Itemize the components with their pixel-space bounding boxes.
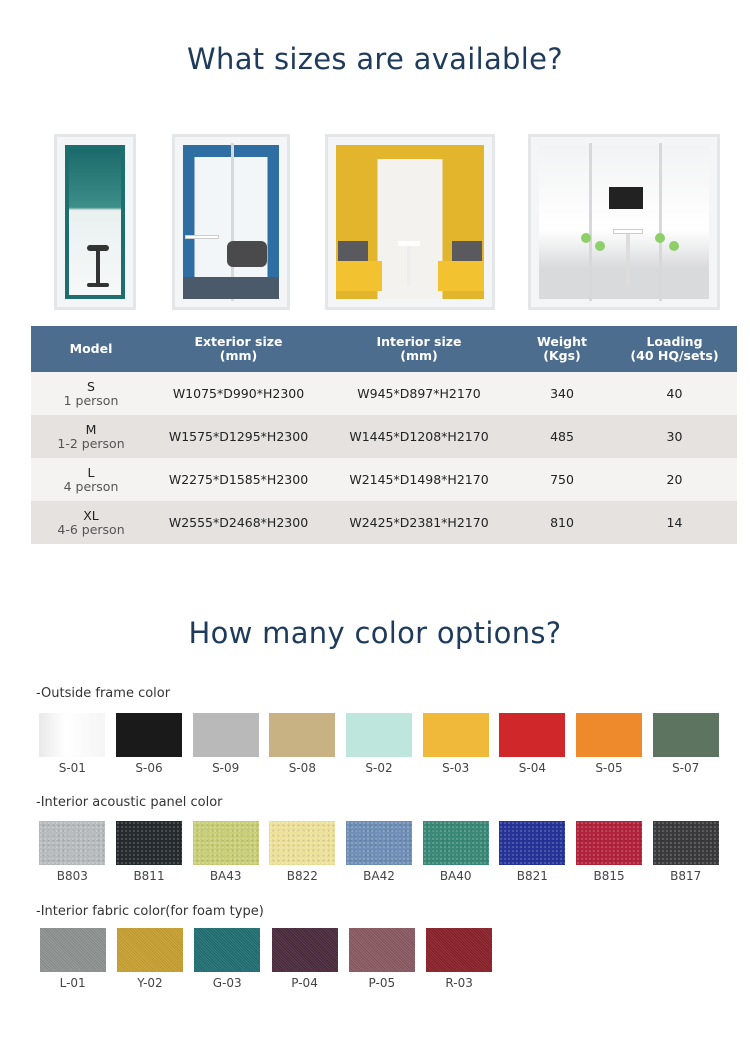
color-code: S-02 <box>365 761 393 775</box>
color-code: P-04 <box>291 976 318 990</box>
color-code: S-07 <box>672 761 700 775</box>
model-cell <box>31 415 151 458</box>
header-model: Model <box>69 341 113 356</box>
interior-cell: W1445*D1208*H2170 <box>349 429 489 444</box>
color-chip <box>117 928 183 972</box>
weight-cell: 485 <box>550 429 574 444</box>
weight-cell: 340 <box>550 386 574 401</box>
color-swatch <box>647 821 724 883</box>
color-code: B811 <box>133 869 165 883</box>
color-swatch <box>420 928 497 990</box>
loading-cell: 20 <box>666 472 683 487</box>
color-chip <box>346 713 412 757</box>
color-chip <box>499 713 565 757</box>
color-code: P-05 <box>368 976 396 990</box>
table-row <box>31 372 737 415</box>
interior-panel-swatches <box>34 821 724 883</box>
product-images <box>0 134 750 310</box>
header-interior-unit: (mm) <box>400 348 438 363</box>
color-swatch <box>343 928 420 990</box>
color-chip <box>653 821 719 865</box>
color-chip <box>272 928 338 972</box>
color-swatch <box>571 821 648 883</box>
model-name: XL <box>83 507 99 523</box>
model-people: 4 person <box>63 478 119 494</box>
color-swatch <box>34 821 111 883</box>
size-table <box>31 326 737 544</box>
color-code: G-03 <box>212 976 242 990</box>
model-cell <box>31 372 151 415</box>
pod-image-s <box>54 134 136 310</box>
color-swatch <box>111 928 188 990</box>
color-code: S-05 <box>595 761 623 775</box>
table-header <box>31 326 737 372</box>
color-chip <box>576 713 642 757</box>
model-people: 1 person <box>63 392 119 408</box>
color-swatch <box>571 713 648 775</box>
model-name: L <box>87 464 95 480</box>
header-interior-label: Interior size <box>376 334 462 349</box>
interior-fabric-label: -Interior fabric color(for foam type) <box>36 904 264 919</box>
color-code: S-03 <box>442 761 470 775</box>
color-code: S-09 <box>212 761 240 775</box>
exterior-cell: W1075*D990*H2300 <box>172 386 305 401</box>
interior-panel-label: -Interior acoustic panel color <box>36 795 223 810</box>
color-code: R-03 <box>445 976 473 990</box>
color-chip <box>349 928 415 972</box>
color-code: B803 <box>56 869 88 883</box>
color-chip <box>269 713 335 757</box>
color-chip <box>269 821 335 865</box>
color-code: S-01 <box>58 761 86 775</box>
color-swatch <box>187 713 264 775</box>
color-chip <box>116 713 182 757</box>
table-row <box>31 458 737 501</box>
header-loading <box>612 326 737 372</box>
pod-image-m <box>172 134 290 310</box>
color-chip <box>39 821 105 865</box>
model-name: M <box>85 421 97 437</box>
weight-cell: 810 <box>550 515 574 530</box>
color-code: B817 <box>670 869 702 883</box>
color-chip <box>40 928 106 972</box>
color-swatch <box>417 821 494 883</box>
color-code: S-06 <box>135 761 163 775</box>
outside-frame-label: -Outside frame color <box>36 686 171 701</box>
header-exterior-label: Exterior size <box>194 334 283 349</box>
color-chip <box>423 821 489 865</box>
color-chip <box>499 821 565 865</box>
sizes-title: What sizes are available? <box>187 42 563 76</box>
color-swatch <box>264 713 341 775</box>
color-swatch <box>264 821 341 883</box>
color-chip <box>39 713 105 757</box>
header-weight-label: Weight <box>537 334 587 349</box>
loading-cell: 30 <box>666 429 683 444</box>
color-swatch <box>111 713 188 775</box>
table-row <box>31 415 737 458</box>
color-swatch <box>187 821 264 883</box>
color-chip <box>346 821 412 865</box>
color-chip <box>426 928 492 972</box>
color-chip <box>423 713 489 757</box>
color-code: S-04 <box>518 761 546 775</box>
color-swatch <box>266 928 343 990</box>
exterior-cell: W1575*D1295*H2300 <box>168 429 309 444</box>
interior-cell: W945*D897*H2170 <box>357 386 481 401</box>
loading-cell: 14 <box>666 515 683 530</box>
color-swatch <box>494 713 571 775</box>
interior-cell: W2145*D1498*H2170 <box>349 472 489 487</box>
pod-image-xl <box>528 134 720 310</box>
color-swatch <box>341 713 418 775</box>
color-swatch <box>189 928 266 990</box>
color-code: L-01 <box>59 976 86 990</box>
color-chip <box>116 821 182 865</box>
interior-cell: W2425*D2381*H2170 <box>349 515 489 530</box>
header-exterior <box>151 326 326 372</box>
color-swatch <box>34 713 111 775</box>
outside-frame-swatches <box>34 713 724 775</box>
color-swatch <box>647 713 724 775</box>
color-code: B822 <box>286 869 318 883</box>
color-chip <box>576 821 642 865</box>
color-swatch <box>341 821 418 883</box>
color-chip <box>193 821 259 865</box>
colors-title: How many color options? <box>188 616 562 650</box>
exterior-cell: W2555*D2468*H2300 <box>168 515 309 530</box>
color-code: S-08 <box>288 761 316 775</box>
color-code: B815 <box>593 869 625 883</box>
header-weight-unit: (Kgs) <box>543 348 581 363</box>
model-people: 1-2 person <box>57 435 125 451</box>
header-exterior-unit: (mm) <box>219 348 258 363</box>
color-chip <box>194 928 260 972</box>
model-people: 4-6 person <box>57 521 125 537</box>
exterior-cell: W2275*D1585*H2300 <box>168 472 309 487</box>
loading-cell: 40 <box>666 386 683 401</box>
model-cell <box>31 501 151 544</box>
color-code: BA43 <box>209 869 242 883</box>
interior-fabric-swatches <box>34 928 724 990</box>
header-interior <box>326 326 512 372</box>
color-swatch <box>111 821 188 883</box>
color-code: B821 <box>516 869 548 883</box>
color-code: Y-02 <box>137 976 163 990</box>
weight-cell: 750 <box>550 472 574 487</box>
color-code: BA40 <box>439 869 472 883</box>
pod-image-l <box>325 134 495 310</box>
color-chip <box>193 713 259 757</box>
color-swatch <box>494 821 571 883</box>
color-code: BA42 <box>363 869 395 883</box>
color-swatch <box>417 713 494 775</box>
color-chip <box>653 713 719 757</box>
header-loading-label: Loading <box>646 334 703 349</box>
header-loading-unit: (40 HQ/sets) <box>630 348 719 363</box>
model-cell <box>31 458 151 501</box>
header-weight <box>512 326 612 372</box>
table-row <box>31 501 737 544</box>
color-swatch <box>34 928 111 990</box>
model-name: S <box>87 378 95 394</box>
